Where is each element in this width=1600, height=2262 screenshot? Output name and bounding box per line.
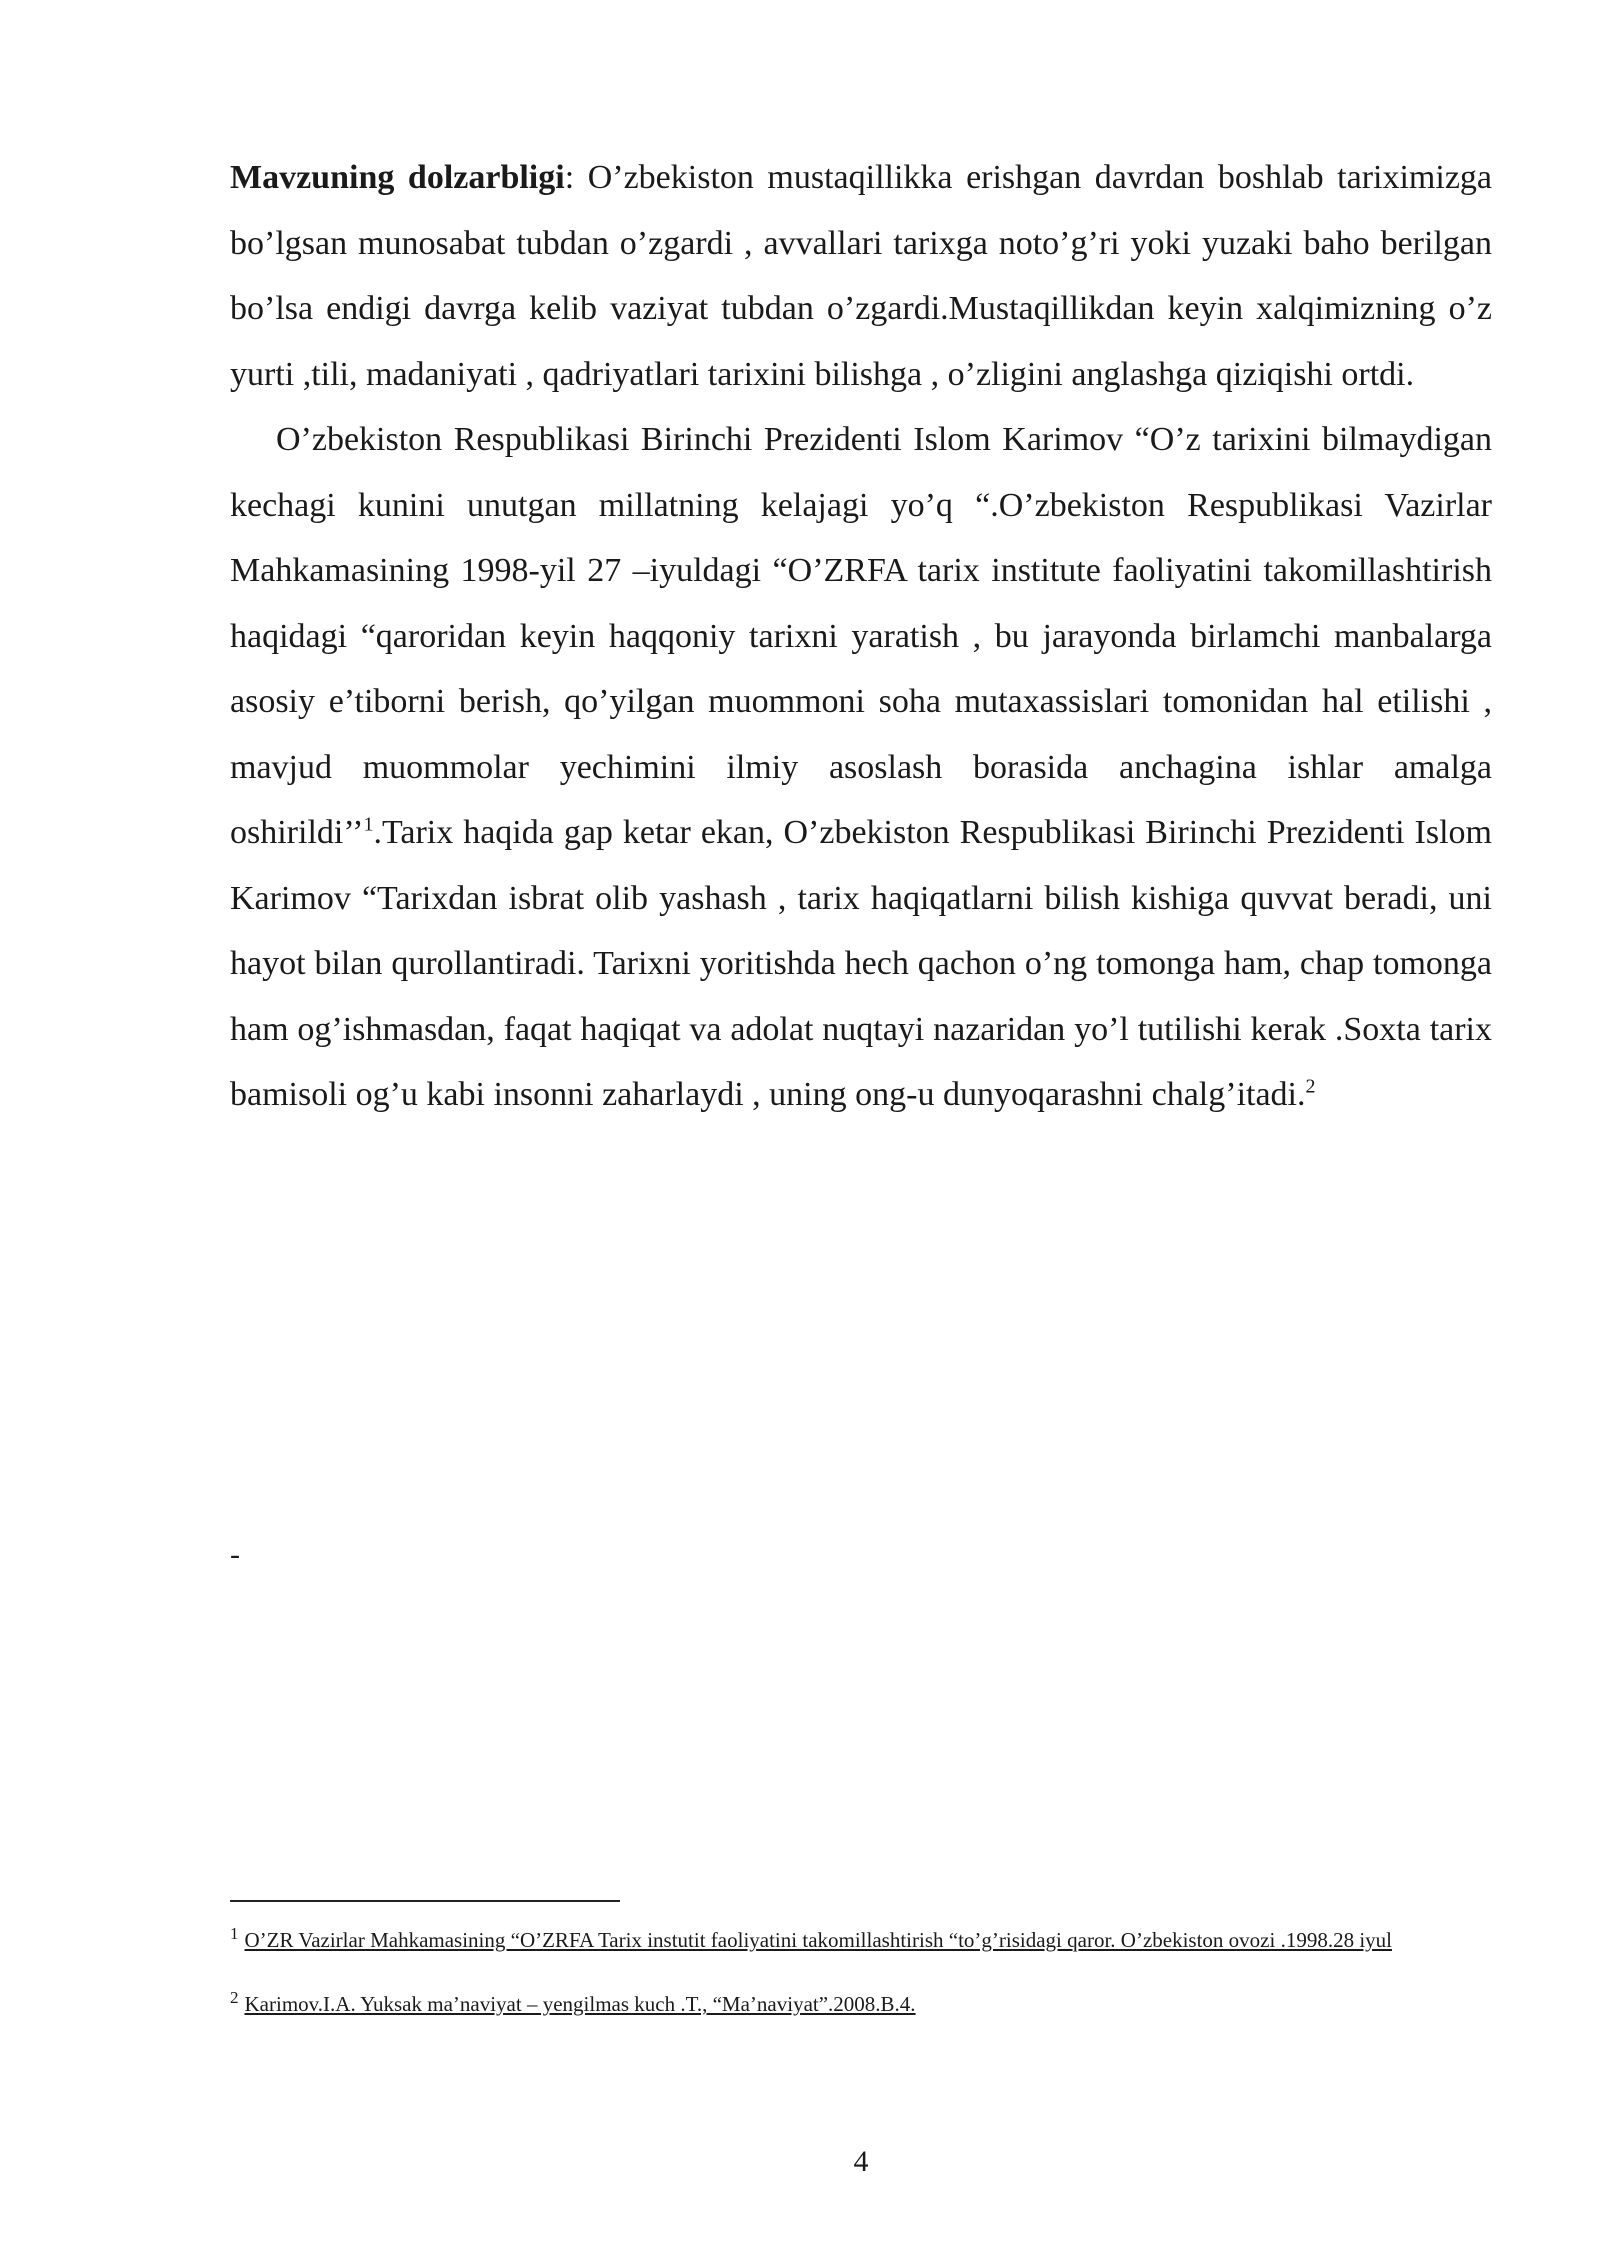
footnote-text[interactable]: Karimov.I.A. Yuksak ma’naviyat – yengilmas kuch .T., “Ma’naviyat”.2008.B.4.	[244, 1992, 916, 2016]
footnote-number: 1	[230, 1924, 239, 1943]
stray-mark: -	[230, 1538, 240, 1571]
section-heading: Mavzuning dolzarbligi	[230, 159, 565, 196]
footnotes	[230, 1918, 1492, 2026]
paragraph-relevance	[230, 145, 1492, 407]
footnote-ref-1[interactable]: 1	[363, 813, 374, 836]
paragraph-history	[230, 407, 1492, 1128]
main-text	[230, 145, 1492, 1128]
footnote-1	[230, 1918, 1492, 1962]
paragraph-text: .Tarix haqida gap ketar ekan, O’zbekiston Respublikasi Birinchi Prezidenti Islom Karimov “Tarixdan isbrat olib yashash , tarix haqiqatlarni bilish kishiga quvvat beradi, uni hayot bilan qurollantiradi. Tarixni yoritishda hech qachon o’ng tomonga ham, chap tomonga ham og’ishmasdan, faqat haqiqat va adolat nuqtayi nazaridan yo’l tutilishi kerak .Soxta tarix bamisoli og’u kabi insonni zaharlaydi , uning ong-u dunyoqarashni chalg’itadi.	[230, 814, 1492, 1113]
paragraph-text: O’zbekiston mustaqillikka erishgan davrdan boshlab tariximizga bo’lgsan munosabat tubdan o’zgardi , avvallari tarixga noto’g’ri yoki yuzaki baho berilgan bo’lsa endigi davrga kelib vaziyat tubdan o’zgardi.Mustaqillikdan keyin xalqimizning o’z yurti ,tili, madaniyati , qadriyatlari tarixini bilishga , o’zligini anglashga qiziqishi ortdi.	[230, 159, 1493, 393]
footnote-2	[230, 1982, 1492, 2026]
page-number: 4	[853, 2145, 869, 2178]
footnote-text[interactable]: O’ZR Vazirlar Mahkamasining “O’ZRFA Tarix instutit faoliyatini takomillashtirish “to’g’risidagi qaror. O’zbekiston ovozi .1998.28 iyul	[244, 1928, 1393, 1952]
heading-colon: :	[564, 159, 575, 196]
paragraph-text: O’zbekiston Respublikasi Birinchi Prezidenti Islom Karimov “O’z tarixini bilmaydigan kechagi kunini unutgan millatning kelajagi yo’q “.O’zbekiston Respublikasi Vazirlar Mahkamasining 1998-yil 27 –iyuldagi “O’ZRFA tarix institute faoliyatini takomillashtirish haqidagi “qaroridan keyin haqqoniy tarixni yaratish , bu jarayonda birlamchi manbalarga asosiy e’tiborni berish, qo’yilgan muommoni soha mutaxassislari tomonidan hal etilishi , mavjud muommolar yechimini ilmiy asoslash borasida anchagina ishlar amalga oshirildi’’	[230, 421, 1492, 851]
footnote-number: 2	[230, 1988, 239, 2007]
footnote-ref-2[interactable]: 2	[1305, 1075, 1316, 1098]
footnote-separator	[230, 1900, 620, 1902]
